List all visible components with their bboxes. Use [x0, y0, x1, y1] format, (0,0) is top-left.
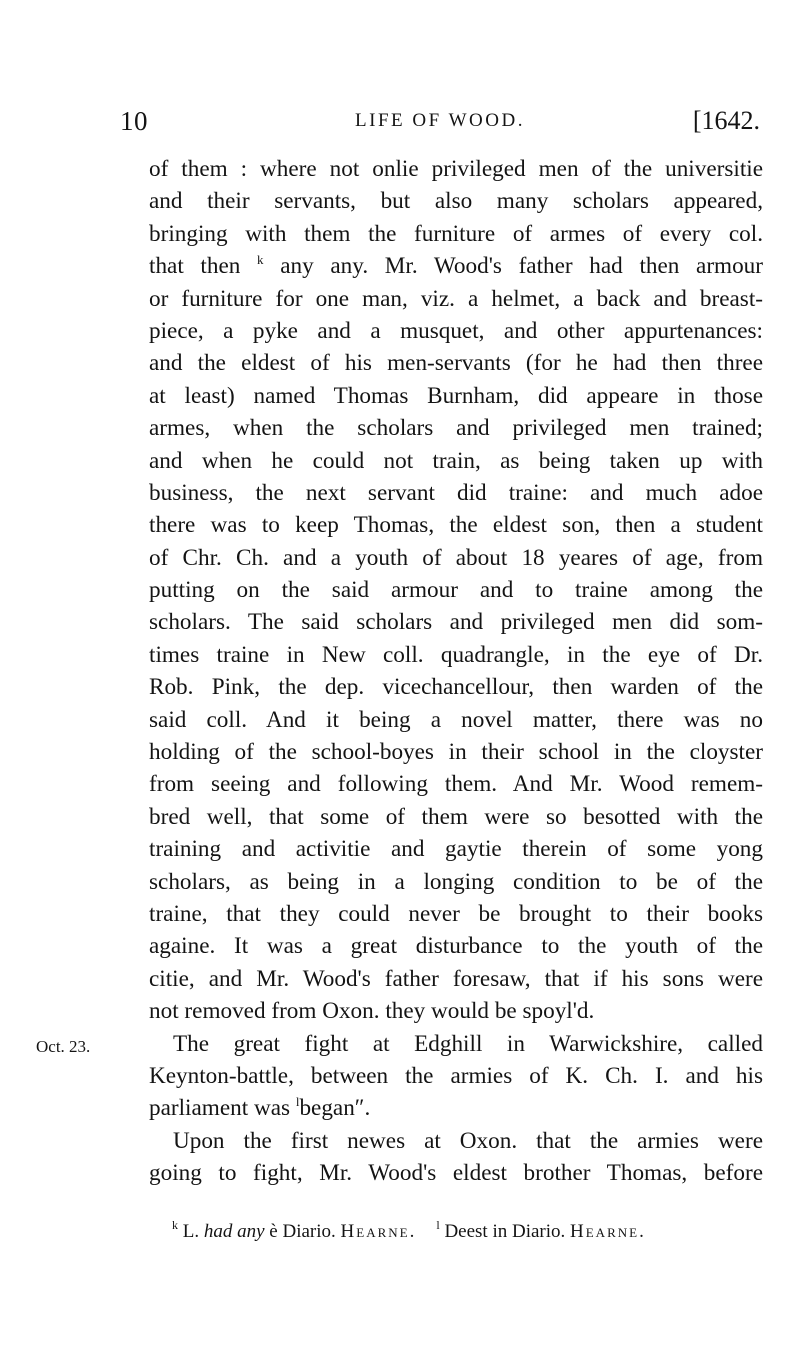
text-line-lead: that then [149, 253, 241, 280]
text-line: bringing with them the furniture of armes of every col. [149, 220, 763, 247]
text-line: of them : where not onlie privileged men of the universitie [149, 156, 763, 182]
footnote-text: Deest in Diario. [444, 1221, 566, 1242]
text-line: The great fight at Edghill in Warwickshire, called [173, 1030, 763, 1057]
margin-note-date: Oct. 23. [36, 1037, 91, 1056]
running-year: [1642. [692, 106, 760, 135]
text-line: at least) named Thomas Burnham, did appeare in those [149, 382, 763, 409]
running-title: LIFE OF WOOD. [355, 110, 525, 131]
text-line [149, 1092, 763, 1124]
text-line: said coll. And it being a novel matter, there was no [149, 706, 763, 733]
text-line: there was to keep Thomas, the eldest son, then a student [149, 512, 763, 539]
text-line: times traine in New coll. quadrangle, in the eye of Dr. [149, 641, 763, 668]
footnote-l [436, 1218, 646, 1242]
footnote-source: Hearne. [570, 1221, 646, 1242]
body-text [149, 153, 763, 1190]
text-line: and their servants, but also many scholars appeared, [149, 188, 763, 215]
text-line: armes, when the scholars and privileged men trained; [149, 415, 763, 442]
text-line: holding of the school-boyes in their school in the cloyster [149, 739, 763, 766]
text-line: againe. It was a great disturbance to the youth of the [149, 933, 763, 960]
text-line: scholars, as being in a longing condition to be of the [149, 868, 763, 895]
text-line: or furniture for one man, viz. a helmet, a back and breast- [149, 285, 763, 312]
footnote-italic: had any [203, 1221, 265, 1242]
page-number: 10 [120, 106, 148, 136]
text-line: piece, a pyke and a musquet, and other appurtenances: [149, 317, 763, 344]
text-line: Upon the first newes at Oxon. that the armies were [173, 1127, 763, 1154]
text-line-rest: any any. Mr. Wood's father had then armour [280, 253, 763, 280]
footnote-text: L. [182, 1221, 200, 1242]
footnote-k [172, 1218, 417, 1242]
text-line: business, the next servant did traine: and much adoe [149, 479, 763, 506]
text-line: Rob. Pink, the dep. vicechancellour, then warden of the [149, 674, 763, 701]
text-line: and when he could not train, as being taken up with [149, 447, 763, 474]
text-line: traine, that they could never be brought to their books [149, 900, 763, 927]
text-line: from seeing and following them. And Mr. Wood remem- [149, 771, 763, 798]
text-line: citie, and Mr. Wood's father foresaw, that if his sons were [149, 965, 763, 992]
footnotes [172, 1218, 772, 1243]
text-line: Keynton-battle, between the armies of K. Ch. I. and his [149, 1062, 763, 1089]
text-line-lead: parliament was [149, 1095, 291, 1122]
text-line: and the eldest of his men-servants (for he had then three [149, 350, 763, 377]
footnote-ref-k: k [257, 252, 264, 268]
footnote-mark: k [172, 1218, 178, 1232]
footnote-mark: l [436, 1218, 440, 1232]
text-line: of Chr. Ch. and a youth of about 18 yeares of age, from [149, 544, 763, 571]
text-line: not removed from Oxon. they would be spoyl'd. [149, 998, 595, 1025]
text-line: scholars. The said scholars and privileged men did som- [149, 609, 763, 636]
text-line: putting on the said armour and to traine among the [149, 577, 763, 604]
text-line: training and activitie and gaytie therein of some yong [149, 836, 763, 863]
text-line: bred well, that some of them were so besotted with the [149, 803, 763, 830]
text-line-rest: began″. [299, 1095, 371, 1122]
footnote-source: Hearne. [340, 1221, 417, 1242]
footnote-text: è Diario. [269, 1221, 336, 1242]
text-line: going to fight, Mr. Wood's eldest brother Thomas, before [149, 1160, 763, 1187]
text-line [149, 250, 763, 282]
running-header [120, 106, 760, 140]
footnote-ref-l: l [295, 1094, 300, 1110]
